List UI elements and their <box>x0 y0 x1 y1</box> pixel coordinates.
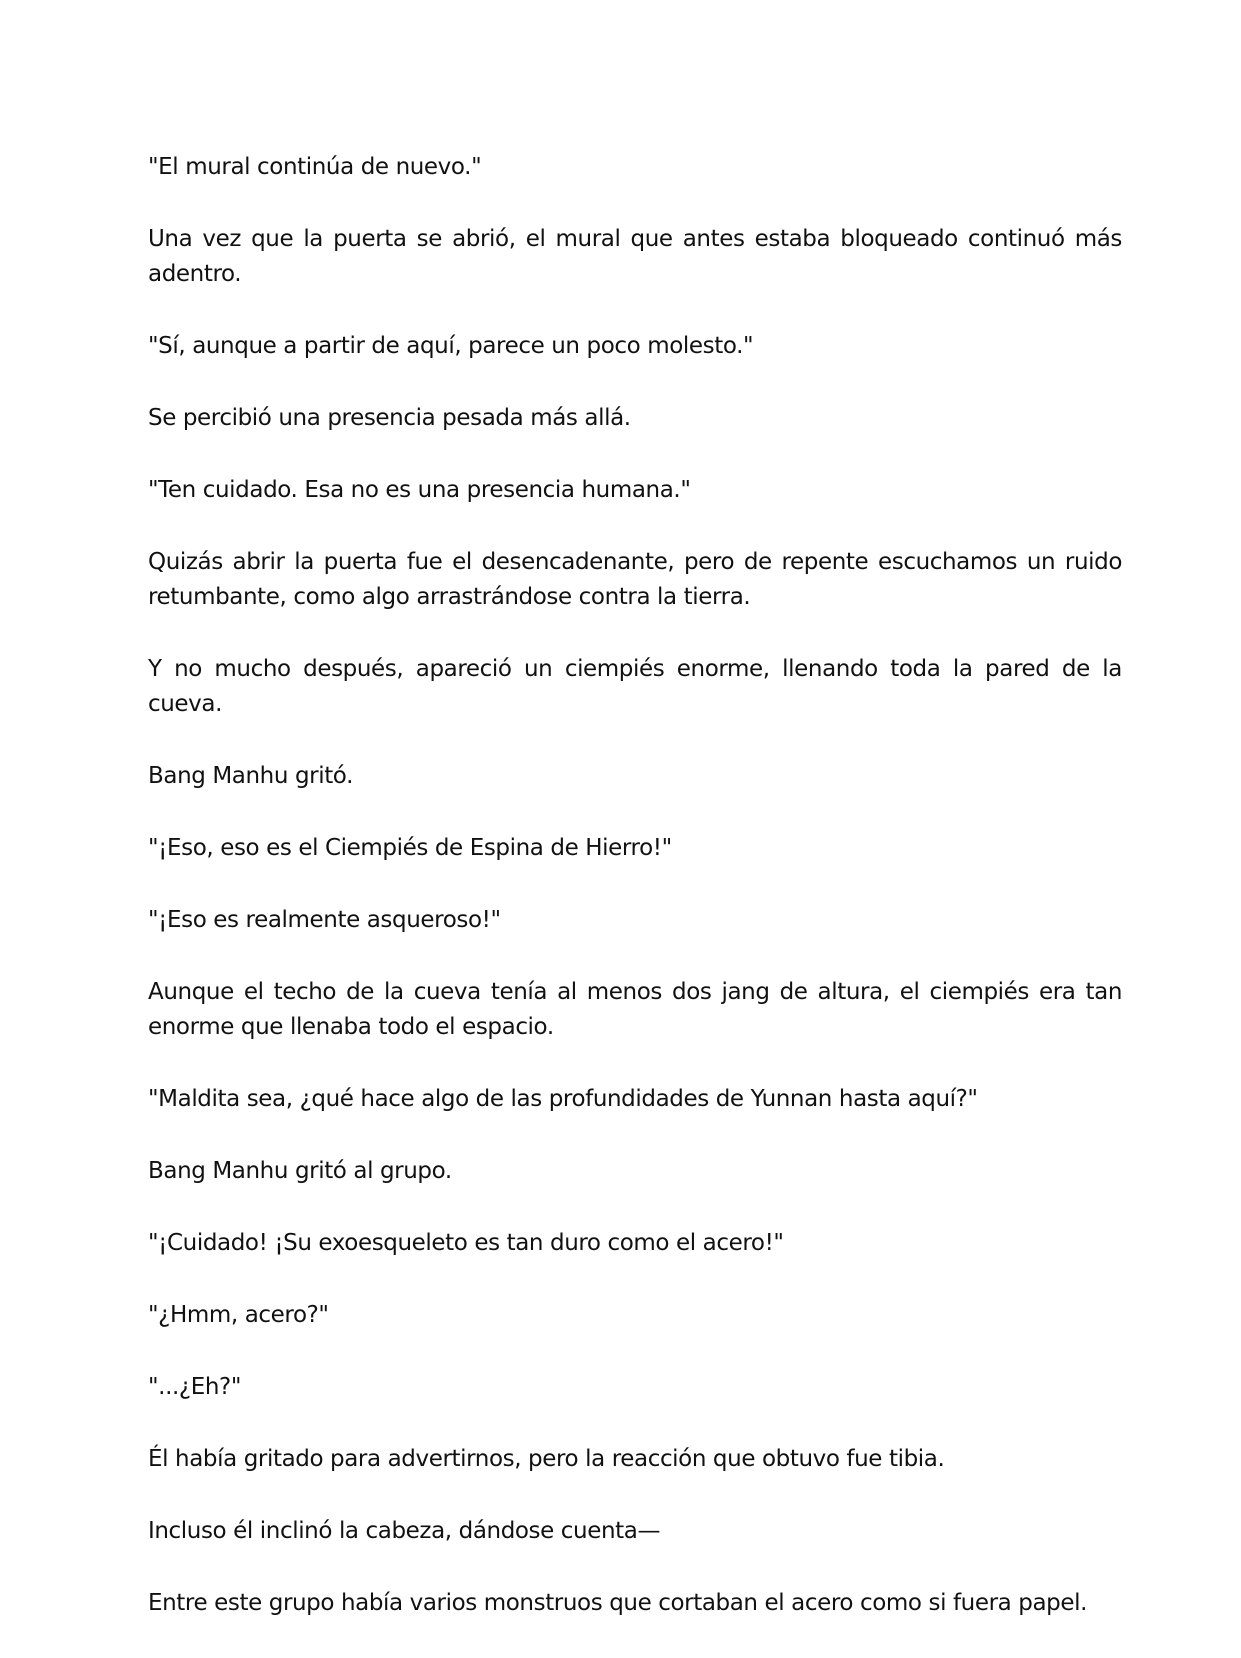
paragraph: Aunque el techo de la cueva tenía al menos dos jang de altura, el ciempiés era tan enorme que llenaba todo el espacio. <box>148 979 1122 1040</box>
paragraph: "¡Eso, eso es el Ciempiés de Espina de Hierro!" <box>148 835 672 861</box>
paragraph: Bang Manhu gritó al grupo. <box>148 1158 452 1184</box>
paragraph: "...¿Eh?" <box>148 1374 242 1400</box>
paragraph: "Sí, aunque a partir de aquí, parece un poco molesto." <box>148 333 754 359</box>
paragraph: "Ten cuidado. Esa no es una presencia humana." <box>148 477 691 503</box>
paragraph: Una vez que la puerta se abrió, el mural que antes estaba bloqueado continuó más adentro. <box>148 226 1122 287</box>
paragraph: Y no mucho después, apareció un ciempiés enorme, llenando toda la pared de la cueva. <box>148 656 1122 717</box>
paragraph: "Maldita sea, ¿qué hace algo de las profundidades de Yunnan hasta aquí?" <box>148 1086 978 1112</box>
paragraph: Se percibió una presencia pesada más allá. <box>148 405 631 431</box>
paragraph: Él había gritado para advertirnos, pero la reacción que obtuvo fue tibia. <box>148 1446 945 1472</box>
paragraph: "¡Cuidado! ¡Su exoesqueleto es tan duro como el acero!" <box>148 1230 784 1256</box>
paragraph: "¡Eso es realmente asqueroso!" <box>148 907 501 933</box>
paragraph: "El mural continúa de nuevo." <box>148 154 482 180</box>
paragraph: Bang Manhu gritó. <box>148 763 353 789</box>
paragraph: Entre este grupo había varios monstruos que cortaban el acero como si fuera papel. <box>148 1590 1088 1616</box>
paragraph: "¿Hmm, acero?" <box>148 1302 329 1328</box>
document-body <box>148 150 1122 1658</box>
paragraph: Quizás abrir la puerta fue el desencadenante, pero de repente escuchamos un ruido retumbante, como algo arrastrándose contra la tierra. <box>148 549 1122 610</box>
paragraph: Incluso él inclinó la cabeza, dándose cuenta— <box>148 1518 661 1544</box>
